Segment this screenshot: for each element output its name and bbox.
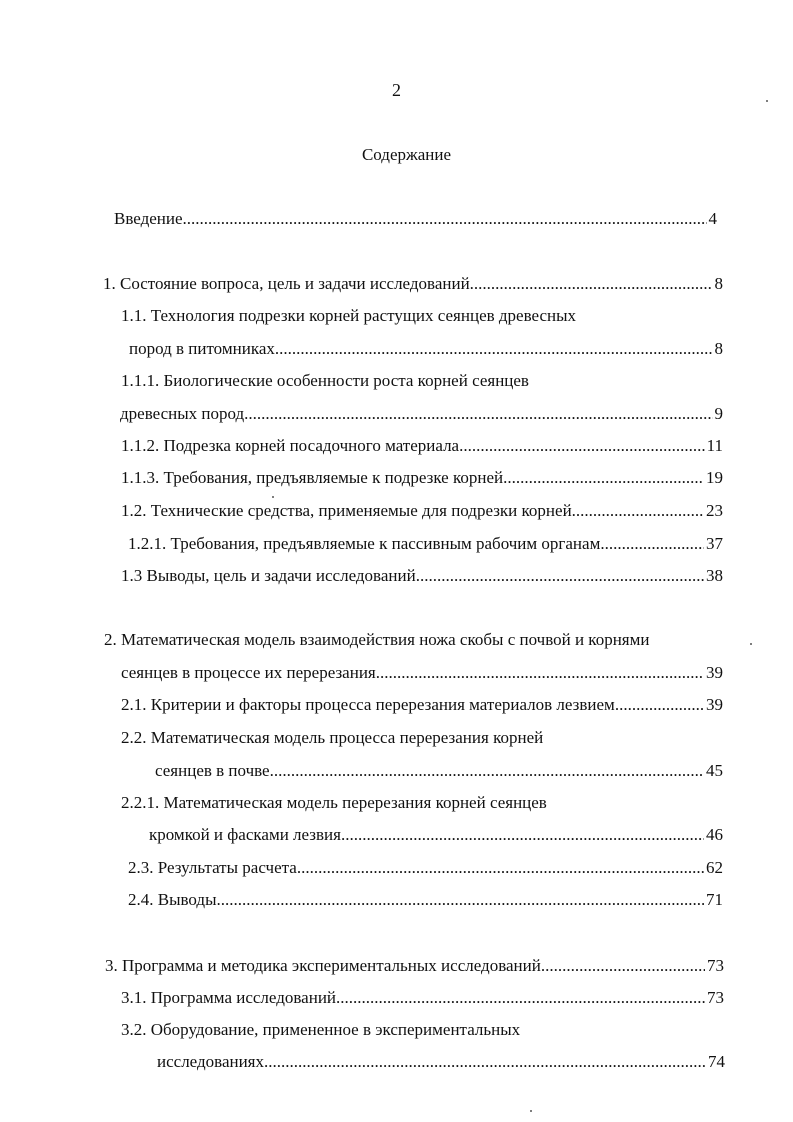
toc-entry-1-1-line2: пород в питомниках ..... 8 <box>129 337 723 361</box>
toc-entry-2-2-1-line2: кромкой и фасками лезвия ..... 46 <box>149 823 723 847</box>
scan-speck <box>530 1110 532 1112</box>
toc-entry-1-1-1-line2: древесных пород ..... 9 <box>120 402 723 426</box>
toc-entry-2-4: 2.4. Выводы ..... 71 <box>128 888 723 912</box>
toc-entry-3-2-line1: 3.2. Оборудование, примененное в экспериментальных <box>121 1020 521 1039</box>
toc-entry-chapter-3: 3. Программа и методика экспериментальных исследований ..... 73 <box>105 954 724 978</box>
toc-entry-1-3: 1.3 Выводы, цель и задачи исследований ..... 38 <box>121 564 723 588</box>
toc-entry-2-2-line1: 2.2. Математическая модель процесса перерезания корней <box>121 728 544 747</box>
toc-entry-chapter-2-line2: сеянцев в процессе их перерезания ..... 39 <box>121 661 723 685</box>
toc-entry-1-1-line1: 1.1. Технология подрезки корней растущих сеянцев древесных <box>121 306 577 325</box>
toc-entry-3-2-line2: исследованиях ..... 74 <box>157 1050 725 1074</box>
toc-entry-1-2: 1.2. Технические средства, применяемые для подрезки корней ..... 23 <box>121 499 723 523</box>
toc-entry-1-1-3: 1.1.3. Требования, предъявляемые к подрезке корней ..... 19 <box>121 466 723 490</box>
toc-entry-intro: Введение ..... 4 <box>114 207 717 231</box>
toc-entry-chapter-1: 1. Состояние вопроса, цель и задачи исследований ..... 8 <box>103 272 723 296</box>
toc-entry-1-1-1-line1: 1.1.1. Биологические особенности роста корней сеянцев <box>121 371 529 390</box>
toc-entry-chapter-2-line1: 2. Математическая модель взаимодействия ножа скобы с почвой и корнями <box>104 630 650 649</box>
toc-entry-2-3: 2.3. Результаты расчета ..... 62 <box>128 856 723 880</box>
toc-entry-1-1-2: 1.1.2. Подрезка корней посадочного материала ..... 11 <box>121 434 723 458</box>
scan-speck <box>766 100 768 102</box>
toc-entry-1-2-1: 1.2.1. Требования, предъявляемые к пассивным рабочим органам ..... 37 <box>128 532 723 556</box>
scan-speck <box>750 643 752 645</box>
toc-entry-2-1: 2.1. Критерии и факторы процесса перерезания материалов лезвием ..... 39 <box>121 693 723 717</box>
toc-entry-3-1: 3.1. Программа исследований ..... 73 <box>121 986 724 1010</box>
toc-entry-2-2-1-line1: 2.2.1. Математическая модель перерезания корней сеянцев <box>121 793 547 812</box>
toc-entry-2-2-line2: сеянцев в почве ..... 45 <box>155 759 723 783</box>
toc-title: Содержание <box>361 145 452 164</box>
scan-speck <box>272 496 274 498</box>
page-number: 2 <box>392 80 401 100</box>
